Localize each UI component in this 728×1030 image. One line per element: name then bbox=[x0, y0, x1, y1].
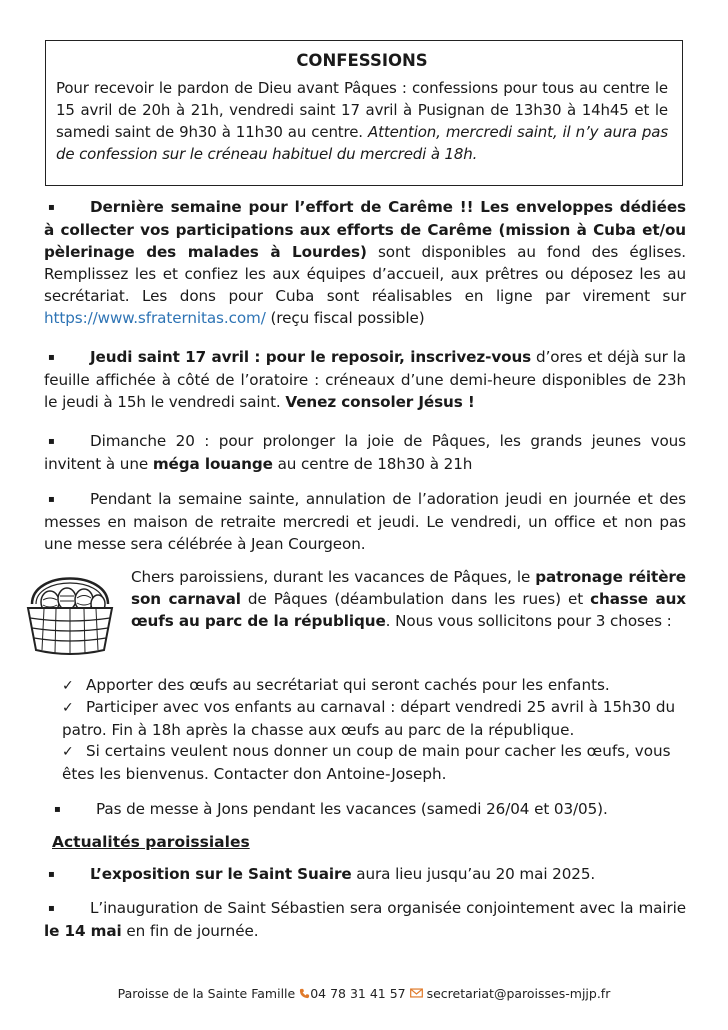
actualites-title: Actualités paroissiales bbox=[52, 833, 250, 851]
inauguration-bold: le 14 mai bbox=[44, 922, 122, 940]
dimanche-bold: méga louange bbox=[152, 455, 273, 473]
footer bbox=[0, 986, 728, 1001]
bullet-icon: ▪ bbox=[48, 494, 55, 505]
bullet-icon: ▪ bbox=[48, 436, 55, 447]
dimanche-text: Dimanche 20 : pour prolonger la joie de Pâques, les grands jeunes vous invitent à une bbox=[44, 432, 686, 473]
checkmark-icon: ✓ bbox=[62, 700, 74, 716]
careme-after: (reçu fiscal possible) bbox=[265, 309, 425, 327]
footer-phone[interactable]: 04 78 31 41 57 bbox=[310, 986, 406, 1001]
check-item bbox=[62, 696, 686, 741]
suaire-bold: L’exposition sur le Saint Suaire bbox=[90, 865, 352, 883]
bullet-icon: ▪ bbox=[54, 804, 61, 815]
jeudi-text: d’ores et déjà sur la feuille affichée à côté de l’oratoire : créneaux d’une demi-heure disponibles de 23h le jeudi à 15h le vendredi saint. bbox=[44, 348, 687, 411]
semaine-paragraph bbox=[44, 488, 686, 555]
jeudi-bold-2: Venez consoler Jésus ! bbox=[285, 393, 475, 411]
patronage-text-1: Chers paroissiens, durant les vacances de Pâques, le bbox=[131, 568, 536, 586]
inauguration-after: en fin de journée. bbox=[121, 922, 259, 940]
bullet-icon: ▪ bbox=[48, 352, 55, 363]
confessions-box bbox=[45, 40, 683, 186]
bullet-icon: ▪ bbox=[48, 903, 55, 914]
jons-paragraph bbox=[50, 798, 686, 821]
patronage-text-3: . Nous vous sollicitons pour 3 choses : bbox=[385, 612, 672, 630]
footer-parish: Paroisse de la Sainte Famille bbox=[117, 986, 300, 1001]
check-item-text: Si certains veulent nous donner un coup de main pour cacher les œufs, vous êtes les bienvenus. Contacter don Antoine-Joseph. bbox=[62, 742, 671, 783]
check-item-text: Participer avec vos enfants au carnaval : départ vendredi 25 avril à 15h30 du patro. Fin à 18h après la chasse aux œufs au parc de la république. bbox=[62, 698, 676, 739]
inauguration-text: L’inauguration de Saint Sébastien sera organisée conjointement avec la mairie bbox=[90, 899, 686, 917]
patronage-paragraph bbox=[131, 566, 686, 632]
mail-icon bbox=[410, 988, 423, 998]
easter-basket-icon bbox=[20, 562, 120, 662]
inauguration-paragraph bbox=[44, 897, 686, 942]
patronage-text-2: de Pâques (déambulation dans les rues) et bbox=[240, 590, 591, 608]
dimanche-paragraph bbox=[44, 430, 686, 475]
suaire-text: aura lieu jusqu’au 20 mai 2025. bbox=[351, 865, 596, 883]
phone-icon bbox=[299, 988, 310, 999]
footer-email[interactable]: secretariat@paroisses-mjjp.fr bbox=[422, 986, 611, 1001]
careme-paragraph bbox=[44, 196, 686, 329]
careme-text: sont disponibles au fond des églises. Remplissez les et confiez les aux équipes d’accueil, aux prêtres ou déposez les au secrétariat. Les dons pour Cuba sont réalisables en ligne par virement sur bbox=[44, 243, 686, 305]
jons-text: Pas de messe à Jons pendant les vacances (samedi 26/04 et 03/05). bbox=[96, 800, 608, 818]
confessions-text bbox=[56, 77, 668, 165]
checkmark-icon: ✓ bbox=[62, 678, 74, 694]
check-item bbox=[62, 740, 686, 785]
jeudi-bold: Jeudi saint 17 avril : pour le reposoir, inscrivez-vous bbox=[90, 348, 532, 366]
bullet-icon: ▪ bbox=[48, 869, 55, 880]
careme-bold: Dernière semaine pour l’effort de Carême !! Les enveloppes dédiées à collecter vos participations aux efforts de Carême (mission à Cuba et/ou pèlerinage des malades à Lourdes) bbox=[44, 198, 686, 261]
suaire-paragraph bbox=[44, 863, 686, 886]
confessions-body: Pour recevoir le pardon de Dieu avant Pâques : confessions pour tous au centre le 15 avril de 20h à 21h, vendredi saint 17 avril à Pusignan de 13h30 à 14h45 et le samedi saint de 9h30 à 11h30 au centre. bbox=[56, 79, 668, 141]
patronage-bold-1: patronage réitère son carnaval bbox=[131, 568, 686, 608]
patronage-bold-2: chasse aux œufs au parc de la république bbox=[131, 590, 687, 630]
jeudi-paragraph bbox=[44, 346, 686, 413]
check-item bbox=[62, 674, 686, 697]
dimanche-after: au centre de 18h30 à 21h bbox=[272, 455, 473, 473]
confessions-title: CONFESSIONS bbox=[296, 51, 428, 70]
check-item-text: Apporter des œufs au secrétariat qui seront cachés pour les enfants. bbox=[86, 676, 610, 694]
confessions-note: Attention, mercredi saint, il n’y aura pas de confession sur le créneau habituel du mercredi à 18h. bbox=[56, 123, 669, 163]
bullet-icon: ▪ bbox=[48, 202, 55, 213]
sfraternitas-link[interactable]: https://www.sfraternitas.com/ bbox=[44, 309, 266, 327]
checkmark-icon: ✓ bbox=[62, 744, 74, 760]
semaine-text: Pendant la semaine sainte, annulation de l’adoration jeudi en journée et des messes en maison de retraite mercredi et jeudi. Le vendredi, un office et non pas une messe sera célébrée à Jean Courgeon. bbox=[44, 490, 686, 553]
